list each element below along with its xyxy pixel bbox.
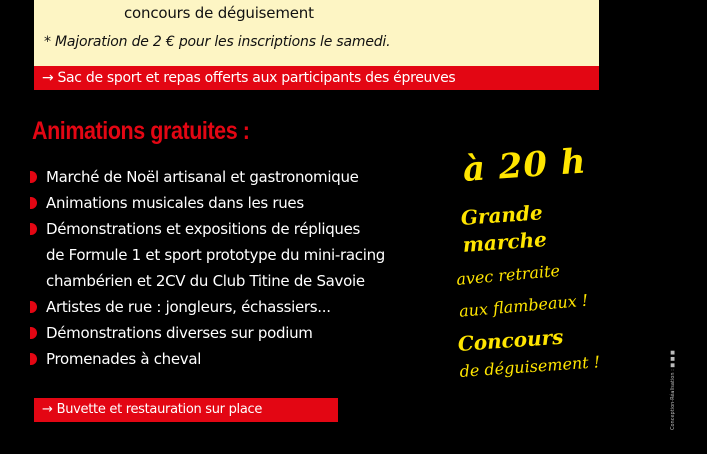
list-item bbox=[30, 216, 450, 294]
list-item-text: Démonstrations diverses sur podium bbox=[46, 324, 313, 342]
list-item-text: chambérien et 2CV du Club Titine de Savoie bbox=[46, 272, 365, 290]
buvette-banner bbox=[34, 398, 338, 422]
list-item-text: Promenades à cheval bbox=[46, 350, 202, 368]
list-item-text: Artistes de rue : jongleurs, échassiers... bbox=[46, 298, 331, 316]
torch-line1: avec retraite bbox=[455, 260, 561, 289]
bullet-icon bbox=[30, 327, 37, 339]
sport-bag-banner-text: Sac de sport et repas offerts aux participants des épreuves bbox=[57, 70, 456, 86]
event-time: à 20 h bbox=[461, 141, 588, 190]
list-item bbox=[30, 164, 450, 190]
design-credit: Conception-Réalisation : ■ ■ ■ bbox=[670, 350, 676, 430]
section-title-animations: Animations gratuites : bbox=[32, 117, 250, 145]
bullet-icon bbox=[30, 197, 37, 209]
animations-list bbox=[30, 164, 450, 372]
list-item-text: de Formule 1 et sport prototype du mini-racing bbox=[46, 246, 386, 264]
top-panel-line1: concours de déguisement bbox=[124, 4, 314, 22]
list-item-text: Marché de Noël artisanal et gastronomique bbox=[46, 168, 359, 186]
list-item bbox=[30, 294, 450, 320]
concours-heading: Concours bbox=[457, 324, 565, 356]
grande-marche-heading bbox=[460, 199, 548, 259]
surcharge-note: * Majoration de 2 € pour les inscriptions le samedi. bbox=[44, 34, 391, 50]
arrow-right-icon: → bbox=[42, 70, 54, 86]
list-item bbox=[30, 346, 450, 372]
march-line2: marche bbox=[461, 227, 548, 257]
bullet-icon bbox=[30, 353, 37, 365]
sport-bag-banner bbox=[34, 66, 599, 90]
march-line1: Grande bbox=[460, 200, 544, 230]
registration-panel bbox=[34, 0, 599, 66]
torch-line2: aux flambeaux ! bbox=[458, 290, 589, 321]
arrow-right-icon: → bbox=[42, 402, 53, 417]
buvette-banner-text: Buvette et restauration sur place bbox=[56, 402, 263, 417]
concours-subtitle: de déguisement ! bbox=[459, 352, 601, 381]
list-item-text: Démonstrations et expositions de répliques bbox=[46, 220, 361, 238]
list-item bbox=[30, 320, 450, 346]
torch-retreat-text bbox=[455, 253, 590, 328]
bullet-icon bbox=[30, 301, 37, 313]
bullet-icon bbox=[30, 171, 37, 183]
list-item-text: Animations musicales dans les rues bbox=[46, 194, 304, 212]
list-item bbox=[30, 190, 450, 216]
bullet-icon bbox=[30, 223, 37, 235]
